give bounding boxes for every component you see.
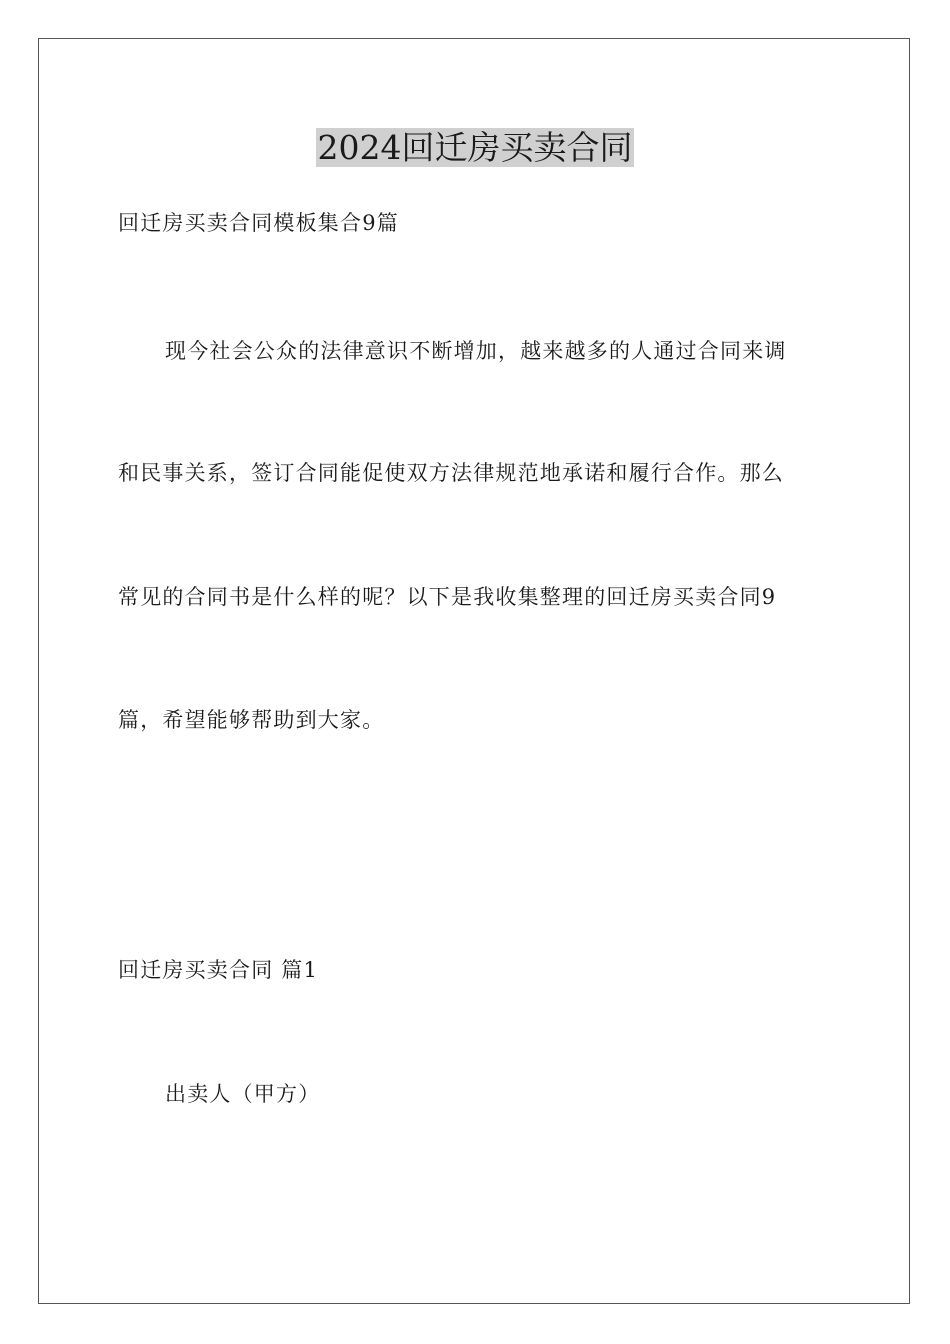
- document-title-text: 2024回迁房买卖合同: [317, 128, 633, 167]
- intro-paragraph-line-4: 篇，希望能够帮助到大家。: [118, 708, 385, 732]
- document-subtitle: 回迁房买卖合同模板集合9篇: [118, 211, 399, 235]
- intro-paragraph-line-1: 现今社会公众的法律意识不断增加，越来越多的人通过合同来调: [165, 339, 787, 363]
- intro-paragraph-line-2: 和民事关系，签订合同能促使双方法律规范地承诺和履行合作。那么: [118, 461, 784, 485]
- document-title: [0, 126, 950, 170]
- seller-label: 出卖人（甲方）: [165, 1082, 321, 1106]
- intro-paragraph-line-3: 常见的合同书是什么样的呢？以下是我收集整理的回迁房买卖合同9: [118, 585, 777, 609]
- section-heading: 回迁房买卖合同 篇1: [118, 958, 319, 982]
